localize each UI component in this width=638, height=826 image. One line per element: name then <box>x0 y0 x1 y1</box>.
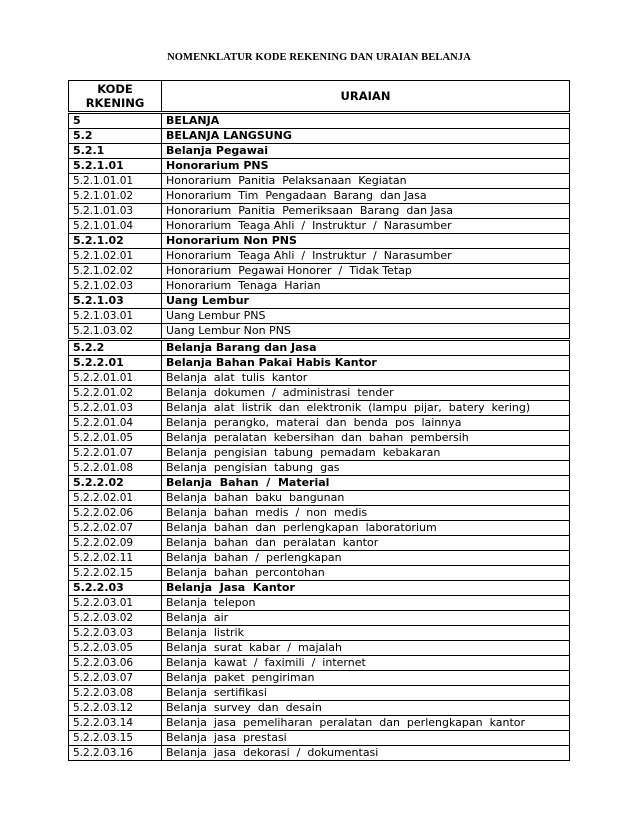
uraian-cell: Belanja jasa prestasi <box>162 731 570 746</box>
table-row <box>69 340 570 356</box>
table-row <box>69 566 570 581</box>
kode-rekening-cell: 5.2.2.01.07 <box>69 446 162 461</box>
table-row <box>69 491 570 506</box>
uraian-cell: Belanja bahan dan perlengkapan laboratorium <box>162 521 570 536</box>
kode-rekening-cell: 5.2.2.01.04 <box>69 416 162 431</box>
uraian-cell: Honorarium PNS <box>162 159 570 174</box>
kode-rekening-cell: 5.2.2.01.05 <box>69 431 162 446</box>
uraian-cell: Belanja jasa dekorasi / dokumentasi <box>162 746 570 761</box>
table-row <box>69 521 570 536</box>
kode-rekening-cell: 5.2.1.02 <box>69 234 162 249</box>
uraian-cell: Belanja Barang dan Jasa <box>162 340 570 356</box>
kode-rekening-cell: 5.2.2.02.11 <box>69 551 162 566</box>
table-row <box>69 371 570 386</box>
uraian-cell: Belanja bahan percontohan <box>162 566 570 581</box>
table-row <box>69 144 570 159</box>
kode-rekening-cell: 5.2.1.01.03 <box>69 204 162 219</box>
table-row <box>69 113 570 129</box>
table-row <box>69 386 570 401</box>
table-row <box>69 356 570 371</box>
uraian-cell: Belanja telepon <box>162 596 570 611</box>
kode-rekening-cell: 5.2.1.03 <box>69 294 162 309</box>
kode-rekening-cell: 5.2.2.01.08 <box>69 461 162 476</box>
uraian-cell: Belanja Jasa Kantor <box>162 581 570 596</box>
uraian-cell: Belanja alat tulis kantor <box>162 371 570 386</box>
uraian-cell: Belanja alat listrik dan elektronik (lampu pijar, batery kering) <box>162 401 570 416</box>
kode-rekening-cell: 5.2.2.03.08 <box>69 686 162 701</box>
table-row <box>69 279 570 294</box>
uraian-cell: BELANJA <box>162 113 570 129</box>
table-row <box>69 656 570 671</box>
kode-rekening-cell: 5.2.2.03 <box>69 581 162 596</box>
kode-rekening-cell: 5.2.2.03.02 <box>69 611 162 626</box>
kode-rekening-cell: 5.2.2.01 <box>69 356 162 371</box>
uraian-cell: Honorarium Panitia Pelaksanaan Kegiatan <box>162 174 570 189</box>
kode-rekening-cell: 5.2.2.01.02 <box>69 386 162 401</box>
kode-rekening-cell: 5.2.2.02.06 <box>69 506 162 521</box>
table-row <box>69 701 570 716</box>
table-row <box>69 294 570 309</box>
uraian-cell: Belanja sertifikasi <box>162 686 570 701</box>
table-row <box>69 686 570 701</box>
kode-rekening-cell: 5.2.2.03.05 <box>69 641 162 656</box>
uraian-cell: Belanja surat kabar / majalah <box>162 641 570 656</box>
uraian-cell: Belanja dokumen / administrasi tender <box>162 386 570 401</box>
table-row <box>69 431 570 446</box>
kode-rekening-cell: 5.2 <box>69 129 162 144</box>
uraian-cell: Belanja Bahan Pakai Habis Kantor <box>162 356 570 371</box>
kode-rekening-cell: 5.2.2.02.07 <box>69 521 162 536</box>
uraian-cell: Belanja survey dan desain <box>162 701 570 716</box>
kode-rekening-cell: 5.2.2.03.12 <box>69 701 162 716</box>
uraian-cell: Belanja Pegawai <box>162 144 570 159</box>
table-row <box>69 309 570 324</box>
uraian-cell: Uang Lembur PNS <box>162 309 570 324</box>
header-kode-rekening: KODE RKENING <box>69 81 162 113</box>
uraian-cell: Belanja perangko, materai dan benda pos lainnya <box>162 416 570 431</box>
kode-rekening-cell: 5.2.2.02.01 <box>69 491 162 506</box>
uraian-cell: Belanja air <box>162 611 570 626</box>
table-row <box>69 189 570 204</box>
uraian-cell: Uang Lembur <box>162 294 570 309</box>
table-row <box>69 731 570 746</box>
kode-rekening-cell: 5.2.2 <box>69 340 162 356</box>
table-row <box>69 506 570 521</box>
uraian-cell: Honorarium Tim Pengadaan Barang dan Jasa <box>162 189 570 204</box>
kode-rekening-cell: 5.2.1.02.02 <box>69 264 162 279</box>
kode-rekening-cell: 5.2.1.01.01 <box>69 174 162 189</box>
uraian-cell: Honorarium Teaga Ahli / Instruktur / Narasumber <box>162 249 570 264</box>
table-row <box>69 596 570 611</box>
kode-rekening-cell: 5.2.1.01.02 <box>69 189 162 204</box>
kode-rekening-cell: 5.2.2.02.15 <box>69 566 162 581</box>
uraian-cell: Uang Lembur Non PNS <box>162 324 570 340</box>
table-row <box>69 716 570 731</box>
kode-rekening-cell: 5.2.2.01.01 <box>69 371 162 386</box>
table-row <box>69 129 570 144</box>
table-row <box>69 476 570 491</box>
uraian-cell: Belanja Bahan / Material <box>162 476 570 491</box>
table-row <box>69 174 570 189</box>
table-row <box>69 401 570 416</box>
kode-rekening-cell: 5.2.1 <box>69 144 162 159</box>
kode-rekening-cell: 5.2.2.03.01 <box>69 596 162 611</box>
uraian-cell: Belanja paket pengiriman <box>162 671 570 686</box>
page-title: NOMENKLATUR KODE REKENING DAN URAIAN BELANJA <box>167 52 471 63</box>
uraian-cell: Belanja peralatan kebersihan dan bahan pembersih <box>162 431 570 446</box>
table-row <box>69 626 570 641</box>
table-row <box>69 461 570 476</box>
kode-rekening-cell: 5.2.1.03.01 <box>69 309 162 324</box>
uraian-cell: Belanja kawat / faximili / internet <box>162 656 570 671</box>
kode-rekening-cell: 5.2.2.02 <box>69 476 162 491</box>
uraian-cell: Belanja bahan medis / non medis <box>162 506 570 521</box>
kode-rekening-cell: 5.2.2.03.06 <box>69 656 162 671</box>
uraian-cell: Belanja jasa pemeliharan peralatan dan perlengkapan kantor <box>162 716 570 731</box>
kode-rekening-cell: 5.2.2.03.03 <box>69 626 162 641</box>
uraian-cell: Honorarium Pegawai Honorer / Tidak Tetap <box>162 264 570 279</box>
table-row <box>69 219 570 234</box>
table-row <box>69 611 570 626</box>
table-row <box>69 641 570 656</box>
table-row <box>69 446 570 461</box>
kode-rekening-cell: 5.2.2.01.03 <box>69 401 162 416</box>
table-row <box>69 536 570 551</box>
account-code-table <box>68 80 570 761</box>
uraian-cell: Honorarium Non PNS <box>162 234 570 249</box>
table-header <box>69 81 570 113</box>
uraian-cell: Belanja bahan dan peralatan kantor <box>162 536 570 551</box>
table-row <box>69 264 570 279</box>
table-row <box>69 324 570 340</box>
kode-rekening-cell: 5.2.1.01 <box>69 159 162 174</box>
kode-rekening-cell: 5.2.2.03.07 <box>69 671 162 686</box>
uraian-cell: Belanja listrik <box>162 626 570 641</box>
uraian-cell: Belanja bahan baku bangunan <box>162 491 570 506</box>
kode-rekening-cell: 5.2.1.02.01 <box>69 249 162 264</box>
uraian-cell: Honorarium Teaga Ahli / Instruktur / Narasumber <box>162 219 570 234</box>
table-row <box>69 746 570 761</box>
table-row <box>69 249 570 264</box>
uraian-cell: Honorarium Tenaga Harian <box>162 279 570 294</box>
uraian-cell: Belanja pengisian tabung pemadam kebakaran <box>162 446 570 461</box>
kode-rekening-cell: 5.2.2.02.09 <box>69 536 162 551</box>
kode-rekening-cell: 5.2.1.03.02 <box>69 324 162 340</box>
table-row <box>69 204 570 219</box>
table-row <box>69 581 570 596</box>
uraian-cell: BELANJA LANGSUNG <box>162 129 570 144</box>
table-body <box>69 113 570 761</box>
kode-rekening-cell: 5.2.2.03.15 <box>69 731 162 746</box>
table-row <box>69 234 570 249</box>
table-row <box>69 671 570 686</box>
uraian-cell: Honorarium Panitia Pemeriksaan Barang dan Jasa <box>162 204 570 219</box>
uraian-cell: Belanja bahan / perlengkapan <box>162 551 570 566</box>
table-row <box>69 416 570 431</box>
header-uraian: URAIAN <box>162 81 570 113</box>
table-row <box>69 159 570 174</box>
kode-rekening-cell: 5 <box>69 113 162 129</box>
table-row <box>69 551 570 566</box>
uraian-cell: Belanja pengisian tabung gas <box>162 461 570 476</box>
kode-rekening-cell: 5.2.1.01.04 <box>69 219 162 234</box>
kode-rekening-cell: 5.2.1.02.03 <box>69 279 162 294</box>
kode-rekening-cell: 5.2.2.03.14 <box>69 716 162 731</box>
kode-rekening-cell: 5.2.2.03.16 <box>69 746 162 761</box>
